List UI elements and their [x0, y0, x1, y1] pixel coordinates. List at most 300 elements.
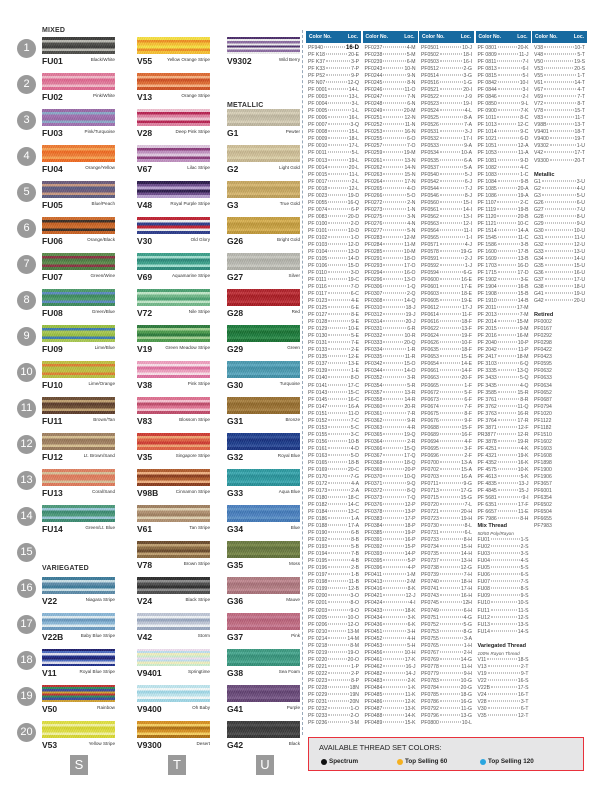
color-number: PF 0155 [308, 431, 328, 438]
color-number: PF0616 [421, 319, 439, 326]
table-row [476, 52, 531, 59]
dot-leader [383, 595, 404, 596]
dot-leader [498, 279, 520, 280]
color-number: PF 0811 [477, 59, 497, 66]
location: 11-I [463, 227, 472, 234]
table-row [363, 143, 418, 150]
table-row [476, 488, 531, 495]
table-row [363, 509, 418, 516]
location: 7-E [351, 340, 359, 347]
color-number: PF0334 [364, 347, 383, 354]
table-row [306, 284, 361, 291]
table-row [532, 404, 587, 411]
color-number: FU03 [477, 551, 490, 558]
table-row [306, 699, 361, 706]
location: 1-M [406, 572, 416, 579]
thread-code: G41 [227, 704, 244, 714]
color-number: G32 [534, 241, 544, 248]
color-number: PF0751 [421, 614, 439, 621]
color-number: PF0622 [421, 326, 439, 333]
dot-leader [498, 166, 520, 167]
table-row [476, 326, 531, 333]
table-row [306, 249, 361, 256]
dot-leader [383, 461, 403, 462]
location: 1-N [407, 206, 416, 213]
location: 8-L [464, 523, 472, 530]
color-number: PF0312 [364, 312, 383, 319]
thread-code: FU11 [42, 416, 63, 426]
color-number: PF 0001 [308, 87, 328, 94]
location: 19-K [517, 452, 529, 459]
dot-leader [440, 672, 463, 673]
location: 8-J [464, 192, 472, 199]
table-row [476, 101, 531, 108]
thread-name: Pink/White [93, 92, 115, 98]
table-row [419, 474, 474, 481]
dot-leader [440, 419, 464, 420]
table-row [363, 537, 418, 544]
color-number: PF 0008 [308, 129, 328, 136]
color-number: PF0360 [364, 403, 383, 410]
table-row [419, 425, 474, 432]
table-row [306, 143, 361, 150]
dot-leader [383, 54, 405, 55]
color-number: PF 0850 [477, 101, 497, 108]
table-row [306, 263, 361, 270]
color-number: PF0244 [364, 73, 383, 80]
thread-name: Lime/Blue [94, 344, 115, 350]
location: 1-L [351, 108, 359, 115]
color-number: PF 0140 [308, 375, 328, 382]
color-number: V28 [477, 698, 487, 705]
color-number: PF0571 [421, 241, 439, 248]
location: 9-D [520, 157, 529, 164]
color-number: PF940 [308, 45, 324, 51]
table-row [363, 558, 418, 565]
thread-code: V9302 [227, 56, 252, 66]
table-header [306, 31, 361, 43]
table-row [306, 544, 361, 551]
location: 3-O [350, 593, 359, 600]
row-number-badge: 4 [17, 147, 36, 166]
dot-leader [328, 525, 347, 526]
table-row [306, 439, 361, 446]
color-number: PF0273 [364, 206, 383, 213]
color-number: PF0702 [421, 466, 439, 473]
table-row [419, 615, 474, 622]
dot-leader [328, 131, 348, 132]
color-number: PF 2013 [477, 312, 497, 319]
color-number: PF0578 [421, 248, 439, 255]
thread-code: G26 [227, 236, 244, 246]
location: 13-N [404, 157, 416, 164]
table-row [363, 530, 418, 537]
thread-code: G1 [227, 128, 239, 138]
location: 15-G [460, 495, 472, 501]
location: 19N [349, 691, 359, 698]
dot-leader [545, 279, 573, 280]
dot-leader [440, 461, 460, 462]
table-row [306, 657, 361, 664]
color-number: PF1898 [534, 459, 552, 466]
color-number: PF 0129 [308, 326, 328, 333]
table-row [532, 375, 587, 382]
table-row [476, 284, 531, 291]
table-row [532, 368, 587, 375]
location: 11-K [405, 691, 416, 698]
dot-leader [328, 89, 348, 90]
table-row [476, 411, 531, 418]
column-letter-t: T [168, 755, 186, 775]
location: 20-I [463, 87, 472, 94]
location: 8-E [351, 312, 359, 319]
dot-leader [383, 714, 403, 715]
dot-leader [491, 623, 517, 624]
color-number: PF 3762 [477, 403, 497, 410]
table-row [532, 467, 587, 474]
dot-leader [440, 215, 462, 216]
dot-leader [328, 363, 347, 364]
table-row [419, 495, 474, 502]
color-number: PF 0117 [308, 291, 327, 298]
table-row [532, 73, 587, 80]
color-number: PF0562 [421, 213, 439, 220]
thread-swatch [42, 145, 115, 162]
thread-name: Old Glory [190, 236, 210, 242]
table-row [306, 650, 361, 657]
location: 7-O [407, 143, 416, 150]
color-number: V50 [534, 59, 544, 66]
color-number: PF 4613 [477, 473, 497, 480]
color-number: FU09 [477, 593, 490, 600]
table-row [306, 298, 361, 305]
location: 20-M [403, 108, 416, 115]
table-row [306, 221, 361, 228]
color-number: PF 4321 [477, 452, 497, 459]
location: 14-Q [404, 298, 416, 305]
location: 1-B [351, 572, 359, 579]
table-row [306, 551, 361, 558]
table-row [363, 713, 418, 720]
location: 6-B [351, 530, 359, 537]
location: 3-R [407, 375, 416, 382]
dot-leader [545, 208, 576, 209]
dot-leader [383, 138, 406, 139]
table-row [419, 312, 474, 319]
table-row [363, 165, 418, 172]
dot-leader [440, 447, 464, 448]
color-number: V48 [534, 52, 544, 59]
table-row [419, 509, 474, 516]
table-row [419, 347, 474, 354]
dot-leader [328, 686, 348, 687]
location: 1-K [407, 684, 416, 691]
dot-leader [498, 293, 517, 294]
table-row [363, 354, 418, 361]
color-number: PF 1586 [477, 241, 497, 248]
color-number: PF0393 [364, 551, 383, 558]
location: 15-R [517, 389, 529, 396]
table-row [532, 122, 587, 129]
dot-leader [498, 236, 517, 237]
color-number: PF0713 [421, 487, 439, 494]
location: 8-R [520, 396, 529, 403]
dot-leader [383, 644, 406, 645]
dot-leader [498, 377, 519, 378]
table-row [306, 516, 361, 523]
dot-leader [440, 574, 463, 575]
color-number: PF0783 [421, 677, 439, 684]
location: 2-M [406, 579, 416, 586]
location: 3-Q [350, 122, 359, 129]
thread-code: FU07 [42, 272, 63, 282]
dot-leader [440, 665, 460, 666]
dot-leader [440, 588, 460, 589]
location: 17-I [463, 136, 472, 143]
table-row [363, 474, 418, 481]
table-row [363, 263, 418, 270]
dot-leader [498, 504, 517, 505]
legend-item-spectrum [321, 758, 358, 765]
color-number: FU08 [477, 586, 490, 593]
table-row [476, 115, 531, 122]
legend-item-top-selling-120 [480, 758, 534, 765]
dot-leader [328, 700, 348, 701]
location: 5-G [463, 621, 472, 628]
color-number: PF 0198 [308, 579, 328, 586]
color-number: PF3657 [534, 480, 552, 487]
table-row [363, 671, 418, 678]
color-number: PF1608 [534, 452, 552, 459]
location: 1-A [351, 516, 359, 523]
table-row [532, 418, 587, 425]
color-number: PF 0100 [308, 220, 328, 227]
dot-leader [328, 300, 350, 301]
location: 15-T [574, 108, 585, 115]
header-color-no: Color No. [309, 34, 332, 40]
color-number: PF0354 [364, 382, 383, 389]
table-row [532, 523, 587, 530]
color-number: PF0422 [534, 347, 552, 354]
color-number: PF0371 [364, 480, 383, 487]
dot-leader [440, 131, 464, 132]
thread-code: V53 [42, 740, 58, 750]
location: 10-I [519, 80, 529, 87]
table-row [532, 158, 587, 165]
location: 6-J [464, 178, 472, 185]
color-number: PF0433 [364, 607, 383, 614]
color-number: PF0383 [364, 516, 383, 523]
table-row [476, 263, 531, 270]
thread-code: V30 [137, 236, 153, 246]
location: 2-O [350, 712, 359, 719]
dot-leader [497, 61, 521, 62]
location: 13-I [463, 213, 472, 220]
color-number: PF 0170 [308, 473, 328, 480]
table-row [306, 692, 361, 699]
color-number: PF0253 [364, 129, 383, 136]
color-number: PF 0194 [308, 551, 328, 558]
location: 18-F [461, 347, 472, 354]
dot-leader [498, 152, 517, 153]
color-number: PF0765 [421, 642, 439, 649]
thread-swatch [42, 325, 115, 342]
dot-leader [383, 391, 403, 392]
table-row [306, 207, 361, 214]
dot-leader [328, 180, 350, 181]
table-section-subheading: 100% Rayon Thread [477, 650, 520, 656]
dot-leader [383, 532, 403, 533]
table-row [476, 418, 531, 425]
row-number-badge: 13 [17, 471, 36, 490]
location: 8-H [463, 537, 472, 544]
color-number: PF 3433 [477, 375, 497, 382]
table-row [419, 636, 474, 643]
location: 10-E [348, 326, 359, 333]
color-number: V22B [477, 684, 490, 691]
table-row [363, 207, 418, 214]
table-row [363, 228, 418, 235]
table-row [419, 186, 474, 193]
dot-leader [498, 96, 522, 97]
table-row [532, 221, 587, 228]
location: 4-U [576, 185, 585, 192]
dot-leader [383, 152, 403, 153]
dot-leader [440, 61, 462, 62]
location: 7-F [464, 403, 472, 410]
color-number: PF0734 [421, 544, 439, 551]
table-row [532, 432, 587, 439]
location: 6-R [407, 326, 416, 333]
dot-leader [440, 440, 464, 441]
thread-swatch [227, 577, 300, 594]
dot-leader [440, 602, 462, 603]
location: 1-F [464, 382, 472, 389]
thread-name: Sea Foam [278, 668, 300, 674]
dot-leader [326, 82, 346, 83]
table-row [306, 228, 361, 235]
location: 16-C [347, 396, 359, 403]
location: 5-N [407, 227, 416, 234]
color-number: G3 [534, 192, 541, 199]
color-number: PF K33 [308, 66, 325, 73]
color-number: PF 0842 [477, 80, 497, 87]
thread-swatch [227, 109, 300, 126]
thread-code: G30 [227, 380, 244, 390]
table-row [532, 277, 587, 284]
table-row [363, 425, 418, 432]
color-number: FU06 [477, 572, 490, 579]
table-row [363, 622, 418, 629]
dot-leader [498, 518, 520, 519]
location: 13-T [574, 122, 585, 129]
dot-leader [439, 482, 462, 483]
location: 2-T [520, 663, 529, 670]
table-row [419, 333, 474, 340]
color-number: PF0532 [421, 136, 439, 143]
location: 1-H [463, 642, 472, 649]
location: 17-O [404, 262, 416, 269]
dot-leader [491, 595, 520, 596]
color-number: PF0261 [364, 157, 383, 164]
table-row [363, 411, 418, 418]
dot-leader [328, 532, 350, 533]
color-number: PF 0815 [477, 73, 497, 80]
dot-leader [328, 257, 347, 258]
color-number: PF0560 [421, 199, 439, 206]
table-row [363, 481, 418, 488]
color-number: PF1900 [534, 466, 552, 473]
dot-leader [440, 272, 463, 273]
location: 8-O [350, 600, 359, 607]
thread-swatch [227, 505, 300, 522]
location: 1-O [350, 705, 359, 712]
thread-swatch [227, 685, 300, 702]
dot-leader [491, 574, 520, 575]
table-row [476, 172, 531, 179]
table-row [363, 544, 418, 551]
thread-name: Wild Berry [278, 56, 300, 62]
location: 10-H [404, 649, 416, 656]
color-number: FU13 [477, 621, 490, 628]
table-row [306, 390, 361, 397]
top-selling-120-dot-icon [480, 759, 486, 765]
dot-leader [440, 658, 460, 659]
location: 11-Q [517, 403, 529, 410]
thread-code: V72 [137, 308, 153, 318]
table-row [419, 523, 474, 530]
table-row [532, 425, 587, 432]
location: 5-D [350, 452, 359, 459]
location: 8-C [520, 115, 529, 122]
thread-code: V19 [137, 344, 153, 354]
header-color-no: Color No. [422, 34, 445, 40]
dot-leader [440, 194, 464, 195]
location: 4-G [463, 614, 472, 621]
location: 18-O [404, 255, 416, 262]
table-row [419, 277, 474, 284]
location: 19-M [403, 150, 416, 157]
location: 10-O [347, 614, 359, 621]
table-row [363, 326, 418, 333]
dot-leader [328, 433, 350, 434]
table-row [306, 509, 361, 516]
table-row [476, 432, 531, 439]
location: 6-C [350, 291, 359, 298]
thread-name: Black [288, 740, 300, 746]
location: 10-P [517, 340, 529, 347]
location: 12-L [348, 185, 359, 192]
table-row [363, 319, 418, 326]
table-row [419, 411, 474, 418]
table-row [532, 186, 587, 193]
table-section-heading: Mix Thread [477, 523, 508, 530]
location: 16-H [460, 593, 472, 600]
location: 8-F [464, 410, 472, 417]
table-row [476, 579, 531, 586]
location: 4-N [407, 220, 416, 227]
location: 12-C [517, 122, 529, 129]
location: 7-C [350, 417, 359, 424]
location: 9-R [407, 417, 416, 424]
table-row [476, 122, 531, 129]
color-number: PF 0218 [308, 642, 328, 649]
location: 3-L [351, 101, 359, 108]
table-row [476, 692, 531, 699]
dot-leader [383, 623, 406, 624]
color-number: PF0537 [421, 164, 439, 171]
color-number: PF0633 [534, 375, 552, 382]
